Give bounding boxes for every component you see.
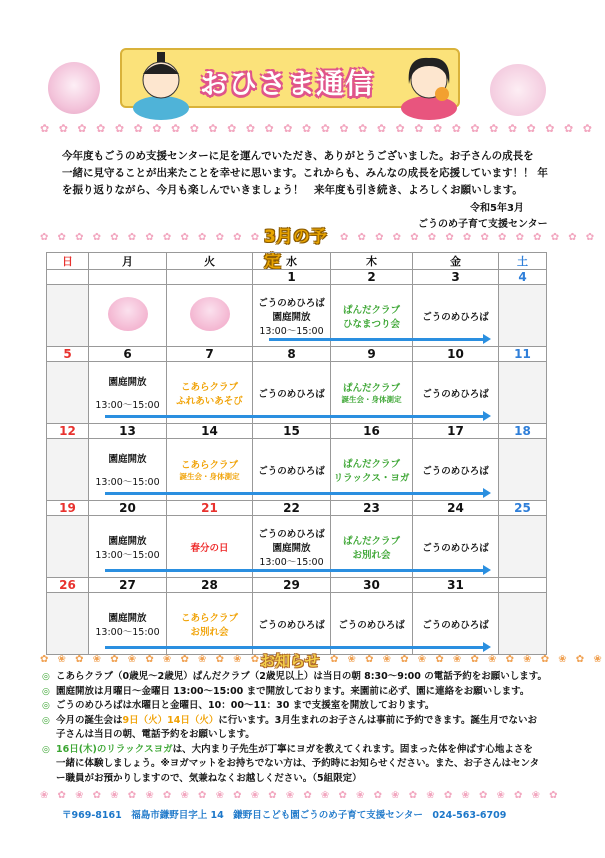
date-number: 6	[89, 347, 167, 362]
date-number: 20	[89, 501, 167, 516]
intro-line: を振り返りながら、今月も楽しんでいきましょう！ 来年度も引き続き、よろしくお願いします。	[62, 184, 523, 196]
intro-text	[62, 148, 562, 199]
weekday-sun: 日	[47, 253, 89, 270]
organization-name: ごうのめ子育て支援センター	[418, 219, 548, 230]
event-text: 春分の日	[190, 542, 229, 554]
bullet-icon: ◎	[42, 744, 50, 755]
notice-text: に行います。3月生まれのお子さんは事前に予約できます。誕生月でないお	[218, 714, 537, 726]
event-text: 13:00～15:00	[259, 325, 324, 337]
date-number: 24	[413, 501, 499, 516]
event-text: 誕生会・身体測定	[179, 472, 240, 481]
date-number: 3	[413, 270, 499, 285]
date-number-row	[47, 501, 547, 516]
flower-border-icon: ✿ ❀ ✿ ❀ ✿ ❀ ✿ ❀ ✿ ❀ ✿ ❀ ✿ ❀	[40, 654, 280, 665]
event-text: こあらクラブ	[180, 612, 238, 624]
day-cell	[499, 593, 547, 655]
weekday-fri: 金	[413, 253, 499, 270]
calendar-body	[47, 270, 547, 655]
event-text: 13:00～15:00	[95, 549, 160, 561]
notice-text: 園庭開放は月曜日～金曜日 13:00～15:00 まで開放しております。来園前に必ず、園に連絡をお願いします。	[56, 685, 530, 697]
day-cell	[47, 593, 89, 655]
day-cell	[499, 362, 547, 424]
event-text: 園庭開放	[108, 377, 147, 388]
event-text: 園庭開放	[272, 311, 311, 323]
day-cell	[47, 362, 89, 424]
date-number: 13	[89, 424, 167, 439]
weekday-sat: 土	[499, 253, 547, 270]
notice-text: こあらクラブ（0歳児～2歳児）ぱんだクラブ（2歳児以上）は当日の朝 8:30～9:00 の電話予約をお願いします。	[56, 671, 547, 682]
flower-border-icon: ✿ ✿ ✿ ✿ ✿ ✿ ✿ ✿ ✿ ✿ ✿ ✿ ✿ ✿ ✿	[340, 232, 598, 243]
day-cell	[47, 516, 89, 578]
notice-item	[42, 685, 572, 700]
event-text: 13:00～15:00	[259, 556, 324, 568]
event-text	[89, 465, 166, 474]
event-text: ごうのめひろば	[258, 465, 325, 477]
day-cell	[47, 285, 89, 347]
event-text: 13:00～15:00	[95, 477, 160, 488]
date-number: 22	[253, 501, 331, 516]
date-number: 19	[47, 501, 89, 516]
span-arrow-icon	[105, 569, 485, 572]
notice-text: ごうのめひろばは水曜日と金曜日、10：00～11：30 まで支援室を開放しております。	[56, 700, 435, 711]
event-text: こあらクラブ	[180, 381, 238, 393]
event-text: ごうのめひろば	[338, 619, 405, 631]
date-number: 14	[167, 424, 253, 439]
date-number	[167, 270, 253, 285]
day-cell	[167, 285, 253, 347]
span-arrow-icon	[105, 415, 485, 418]
event-text: ごうのめひろば	[422, 542, 489, 554]
event-text: リラックス・ヨガ	[333, 472, 410, 484]
notice-item	[42, 714, 572, 743]
date-number: 29	[253, 578, 331, 593]
notice-highlight: 16日(木)のリラックスヨガ	[56, 743, 173, 755]
date-number: 21	[167, 501, 253, 516]
cherry-blossom-icon	[108, 297, 148, 331]
weekday-mon: 月	[89, 253, 167, 270]
page-title: おひさま通信	[200, 67, 375, 100]
date-number: 18	[499, 424, 547, 439]
notice-text: 今月の誕生会は	[56, 714, 123, 726]
date-number: 30	[331, 578, 413, 593]
notice-text: 一緒に体験しましょう。※ヨガマットをお持ちでない方は、予約時にお知らせください。また、お子さんはセンタ	[56, 758, 540, 769]
date-number: 27	[89, 578, 167, 593]
day-cell	[499, 516, 547, 578]
event-text: 13:00～15:00	[95, 626, 160, 638]
calendar-table	[46, 252, 547, 655]
event-text: 園庭開放	[108, 535, 147, 547]
event-text: 園庭開放	[272, 542, 311, 554]
event-text: 誕生会・身体測定	[341, 395, 402, 404]
event-text: ぱんだクラブ	[342, 535, 400, 547]
date-number: 4	[499, 270, 547, 285]
month-badge-text: 3月の予定	[264, 227, 327, 272]
event-text: ごうのめひろば	[422, 465, 489, 477]
event-text	[89, 388, 166, 397]
bullet-icon: ◎	[42, 686, 50, 697]
date-number: 28	[167, 578, 253, 593]
date-number: 25	[499, 501, 547, 516]
date-number: 15	[253, 424, 331, 439]
day-cell	[499, 439, 547, 501]
bullet-icon: ◎	[42, 701, 50, 711]
span-arrow-icon	[105, 492, 485, 495]
span-arrow-icon	[269, 338, 485, 341]
date-number-row	[47, 424, 547, 439]
notice-item	[42, 699, 572, 714]
day-cell	[499, 285, 547, 347]
date-number: 10	[413, 347, 499, 362]
date-number: 7	[167, 347, 253, 362]
flower-border-icon: ✿ ❀ ✿ ❀ ✿ ❀ ✿ ❀ ✿ ❀ ✿ ❀ ✿ ❀ ✿ ❀	[330, 654, 605, 665]
date-number: 5	[47, 347, 89, 362]
span-arrow-icon	[105, 646, 485, 649]
notice-list	[42, 670, 572, 786]
event-text: ぱんだクラブ	[342, 458, 400, 470]
weekday-wed: 水	[253, 253, 331, 270]
issue-date: 令和5年3月	[470, 203, 524, 214]
bullet-icon: ◎	[42, 715, 50, 726]
notice-text: 子さんは当日の朝、電話予約をお願いします。	[56, 729, 255, 740]
date-number: 26	[47, 578, 89, 593]
empress-doll-icon	[398, 50, 460, 120]
date-number: 17	[413, 424, 499, 439]
date-number: 1	[253, 270, 331, 285]
weekday-tue: 火	[167, 253, 253, 270]
intro-line: 一緒に見守ることが出来たことを幸せに思います。これからも、みんなの成長を応援しています！！ 年	[62, 167, 548, 179]
event-text: こあらクラブ	[180, 460, 238, 471]
event-text: ごうのめひろば	[422, 388, 489, 400]
date-number	[47, 270, 89, 285]
event-text: ぱんだクラブ	[342, 383, 400, 394]
intro-line: 今年度もごうのめ支援センターに足を運んでいただき、ありがとうございました。お子さんの成長を	[62, 150, 534, 162]
event-text: ごうのめひろば	[422, 311, 489, 323]
date-number-row	[47, 347, 547, 362]
footer-address: 〒969-8161 福島市鎌野目字上 14 鎌野目こども園ごうのめ子育て支援センター 024-563-6709	[62, 810, 507, 821]
date-number-row	[47, 578, 547, 593]
notice-title: お知らせ	[260, 652, 320, 670]
notice-text: は、大内まり子先生が丁寧にヨガを教えてくれます。固まった体を伸ばす心地よさを	[172, 743, 533, 755]
cherry-blossom-icon	[190, 297, 230, 331]
date-number: 8	[253, 347, 331, 362]
date-number: 11	[499, 347, 547, 362]
event-text: ごうのめひろば	[258, 619, 325, 631]
weekday-header-row	[47, 253, 547, 270]
header	[0, 0, 597, 135]
peach-blossom-illustration	[490, 64, 546, 116]
event-text: 園庭開放	[108, 612, 147, 624]
event-text: ごうのめひろば	[258, 297, 325, 309]
day-cell	[47, 439, 89, 501]
notice-highlight: 9日（火）14日（火）	[122, 714, 219, 726]
day-cell	[89, 285, 167, 347]
flower-border-icon: ❀ ✿ ❀ ✿ ❀ ✿ ❀ ✿ ❀ ✿ ❀ ✿ ❀ ✿ ❀ ✿ ❀ ✿ ❀ ✿ ❀ ✿ ❀ ✿ ❀ ✿ ❀ ✿ ❀ ✿	[40, 790, 561, 801]
event-text: ぱんだクラブ	[342, 304, 400, 316]
date-number	[89, 270, 167, 285]
event-text: 園庭開放	[108, 454, 147, 465]
date-number: 2	[331, 270, 413, 285]
date-number: 9	[331, 347, 413, 362]
flower-border-icon: ✿ ✿ ✿ ✿ ✿ ✿ ✿ ✿ ✿ ✿ ✿ ✿ ✿ ✿	[40, 232, 280, 243]
date-number: 31	[413, 578, 499, 593]
flower-border-icon: ✿ ✿ ✿ ✿ ✿ ✿ ✿ ✿ ✿ ✿ ✿ ✿ ✿ ✿ ✿ ✿ ✿ ✿ ✿ ✿ ✿ ✿ ✿ ✿ ✿ ✿ ✿ ✿ ✿ ✿	[40, 122, 595, 135]
emperor-doll-icon	[130, 50, 192, 120]
lantern-illustration	[48, 62, 100, 114]
date-number: 12	[47, 424, 89, 439]
event-text: ごうのめひろば	[258, 528, 325, 540]
notice-text: ー職員がお預かりしますので、気兼ねなくお越しください。（5組限定）	[56, 772, 362, 784]
notice-item	[42, 743, 572, 787]
date-number	[499, 578, 547, 593]
event-text: ひなまつり会	[342, 318, 400, 330]
date-number: 23	[331, 501, 413, 516]
event-text: ごうのめひろば	[422, 619, 489, 631]
date-number: 16	[331, 424, 413, 439]
event-text: お別れ会	[190, 626, 229, 638]
event-text: お別れ会	[352, 549, 391, 561]
event-text: ごうのめひろば	[258, 388, 325, 400]
event-text: 13:00～15:00	[95, 400, 160, 411]
month-badge	[244, 218, 334, 272]
weekday-thu: 木	[331, 253, 413, 270]
event-text: ふれあいあそび	[176, 395, 243, 407]
notice-item	[42, 670, 572, 685]
bullet-icon: ◎	[42, 672, 50, 682]
date-number-row	[47, 270, 547, 285]
